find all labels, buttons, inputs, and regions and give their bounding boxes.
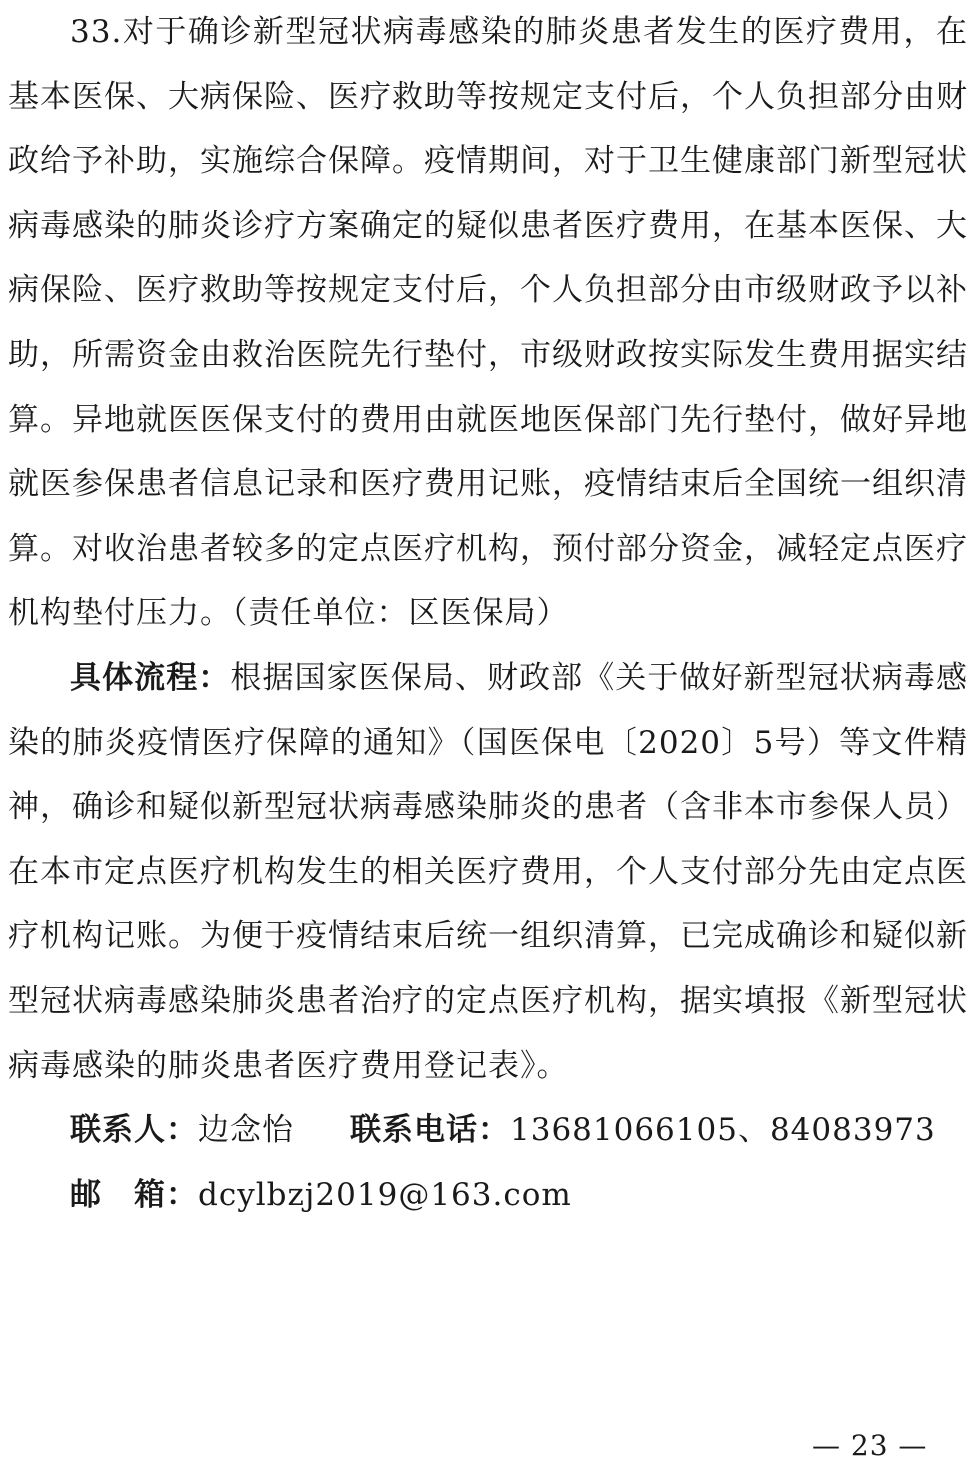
email-line	[8, 1163, 968, 1228]
contact-person-label: 联系人：	[70, 1112, 198, 1149]
paragraph-item-33	[8, 0, 968, 646]
item-33-text: 33.对于确诊新型冠状病毒感染的肺炎患者发生的医疗费用，在基本医保、大病保险、医疗救助等按规定支付后，个人负担部分由财政给予补助，实施综合保障。疫情期间，对于卫生健康部门新型冠状病毒感染的肺炎诊疗方案确定的疑似患者医疗费用，在基本医保、大病保险、医疗救助等按规定支付后，个人负担部分由市级财政予以补助，所需资金由救治医院先行垫付，市级财政按实际发生费用据实结算。异地就医医保支付的费用由就医地医保部门先行垫付，做好异地就医参保患者信息记录和医疗费用记账，疫情结束后全国统一组织清算。对收治患者较多的定点医疗机构，预付部分资金，减轻定点医疗机构垫付压力。（责任单位：区医保局）	[8, 14, 968, 632]
email-label: 邮 箱：	[70, 1176, 198, 1213]
paragraph-process	[8, 646, 968, 1098]
contact-line	[8, 1098, 968, 1163]
contact-phone-value: 13681066105、84083973	[510, 1112, 936, 1149]
contact-person-name: 边念怡	[198, 1112, 294, 1149]
document-body	[8, 0, 968, 1227]
process-label: 具体流程：	[70, 659, 231, 696]
contact-phone-label: 联系电话：	[350, 1112, 510, 1149]
process-text: 根据国家医保局、财政部《关于做好新型冠状病毒感染的肺炎疫情医疗保障的通知》（国医保电〔2020〕5号）等文件精神，确诊和疑似新型冠状病毒感染肺炎的患者（含非本市参保人员）在本市定点医疗机构发生的相关医疗费用，个人支付部分先由定点医疗机构记账。为便于疫情结束后统一组织清算，已完成确诊和疑似新型冠状病毒感染肺炎患者治疗的定点医疗机构，据实填报《新型冠状病毒感染的肺炎患者医疗费用登记表》。	[8, 659, 969, 1084]
page-number: — 23 —	[812, 1429, 928, 1462]
email-value: dcylbzj2019@163.com	[198, 1176, 572, 1213]
